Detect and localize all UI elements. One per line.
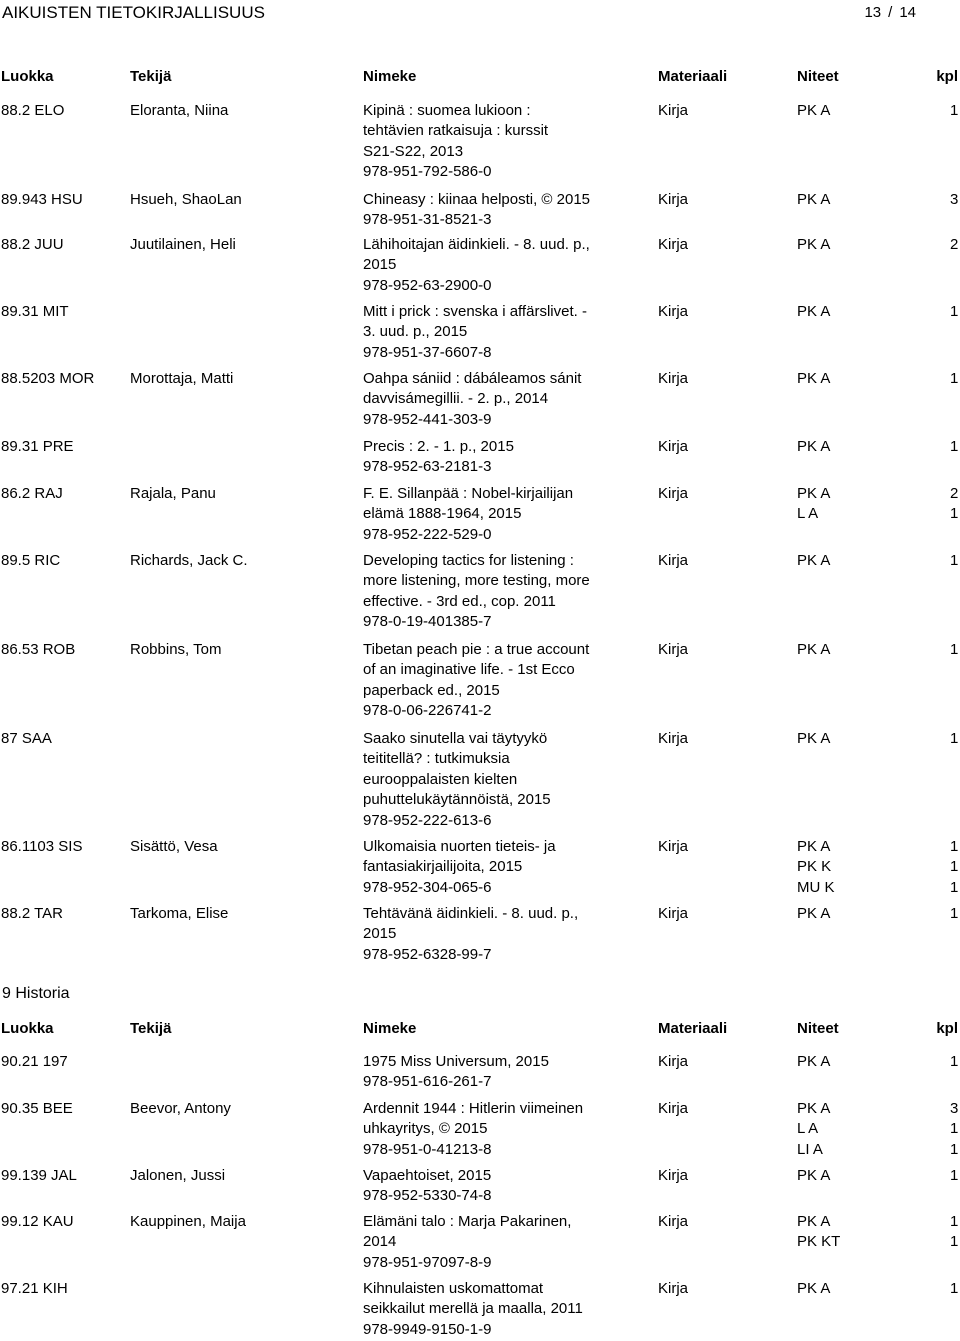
holding-line xyxy=(797,640,959,660)
holdings-cell xyxy=(797,369,959,389)
title-line: paperback ed., 2015 xyxy=(363,681,500,699)
holdings-cell xyxy=(797,190,959,210)
holding-line xyxy=(797,190,959,210)
title-cell xyxy=(363,1166,623,1207)
material: Kirja xyxy=(658,236,689,253)
holding-location: PK A xyxy=(797,485,831,502)
holding-count: 1 xyxy=(950,641,959,658)
holding-location: PK KT xyxy=(797,1233,841,1251)
title-line: Tehtävänä äidinkieli. - 8. uud. p., xyxy=(363,905,579,922)
title-line: teititellä? : tutkimuksia xyxy=(363,750,510,768)
title-line: Precis : 2. - 1. p., 2015 xyxy=(363,438,514,455)
title-line: 978-952-63-2900-0 xyxy=(363,276,492,294)
title-cell xyxy=(363,640,623,722)
title-line: Tibetan peach pie : a true account xyxy=(363,641,590,658)
title-line: Saako sinutella vai täytyykö xyxy=(363,730,548,747)
title-line: Vapaehtoiset, 2015 xyxy=(363,1167,492,1184)
holdings-cell xyxy=(797,101,959,121)
material: Kirja xyxy=(658,1167,689,1184)
holding-location: LI A xyxy=(797,1140,823,1158)
holding-count: 1 xyxy=(950,858,959,876)
column-header-luokka: Luokka xyxy=(1,1020,54,1037)
material: Kirja xyxy=(658,552,689,569)
author: Robbins, Tom xyxy=(130,641,222,658)
title-line: 1975 Miss Universum, 2015 xyxy=(363,1053,549,1070)
material: Kirja xyxy=(658,1100,689,1117)
holding-location: L A xyxy=(797,505,819,523)
holding-count: 3 xyxy=(950,1100,959,1117)
holding-location: PK A xyxy=(797,102,831,119)
holdings-cell xyxy=(797,729,959,749)
author: Morottaja, Matti xyxy=(130,370,234,387)
title-line: 978-952-6328-99-7 xyxy=(363,945,492,963)
holding-line xyxy=(797,857,959,877)
material: Kirja xyxy=(658,905,689,922)
holdings-cell xyxy=(797,837,959,898)
holding-location: PK A xyxy=(797,438,831,455)
title-cell xyxy=(363,1052,623,1093)
holding-count: 1 xyxy=(950,303,959,320)
page-header xyxy=(0,0,960,30)
title-line: 978-952-5330-74-8 xyxy=(363,1187,492,1205)
holdings-cell xyxy=(797,1166,959,1186)
holding-location: PK A xyxy=(797,1167,831,1184)
holding-count: 1 xyxy=(950,1233,959,1251)
title-cell xyxy=(363,101,623,183)
holding-line xyxy=(797,551,959,571)
holdings-cell xyxy=(797,1279,959,1299)
title-cell xyxy=(363,235,623,296)
title-line: Developing tactics for listening : xyxy=(363,552,574,569)
title-line: Mitt i prick : svenska i affärslivet. - xyxy=(363,303,587,320)
holding-location: PK A xyxy=(797,191,831,208)
material: Kirja xyxy=(658,438,689,455)
title-line: 2014 xyxy=(363,1233,397,1251)
holding-line xyxy=(797,484,959,504)
title-line: 978-951-97097-8-9 xyxy=(363,1253,492,1271)
title-line: 2015 xyxy=(363,925,397,943)
class-code: 89.31 PRE xyxy=(1,438,74,455)
holding-line xyxy=(797,1099,959,1119)
page-total: 14 xyxy=(899,4,916,21)
title-line: uhkayritys, © 2015 xyxy=(363,1120,488,1138)
holdings-cell xyxy=(797,551,959,571)
holdings-cell xyxy=(797,1052,959,1072)
title-line: 978-9949-9150-1-9 xyxy=(363,1320,492,1338)
holding-count: 1 xyxy=(950,552,959,569)
holding-line xyxy=(797,1232,959,1252)
title-line: 978-952-304-065-6 xyxy=(363,878,492,896)
holding-location: PK A xyxy=(797,236,831,253)
class-code: 87 SAA xyxy=(1,730,52,747)
holding-count: 1 xyxy=(950,438,959,455)
holdings-cell xyxy=(797,904,959,924)
material: Kirja xyxy=(658,485,689,502)
material: Kirja xyxy=(658,102,689,119)
holding-count: 3 xyxy=(950,191,959,208)
title-line: eurooppalaisten kielten xyxy=(363,770,518,788)
holdings-cell xyxy=(797,1099,959,1160)
title-cell xyxy=(363,302,623,363)
title-line: Chineasy : kiinaa helposti, © 2015 xyxy=(363,191,591,208)
holdings-cell xyxy=(797,640,959,660)
title-line: S21-S22, 2013 xyxy=(363,142,464,160)
holding-count: 1 xyxy=(950,1120,959,1138)
author: Hsueh, ShaoLan xyxy=(130,191,242,208)
class-code: 97.21 KIH xyxy=(1,1280,68,1297)
holding-line xyxy=(797,1052,959,1072)
column-header-nimeke: Nimeke xyxy=(363,68,417,85)
holding-line xyxy=(797,235,959,255)
title-cell xyxy=(363,1212,623,1273)
holding-count: 1 xyxy=(950,1140,959,1158)
title-cell xyxy=(363,729,623,831)
holding-location: PK A xyxy=(797,730,831,747)
holding-count: 1 xyxy=(950,102,959,119)
page-number xyxy=(864,3,916,23)
holding-line xyxy=(797,837,959,857)
class-code: 88.2 ELO xyxy=(1,102,65,119)
title-cell xyxy=(363,190,623,231)
holding-line xyxy=(797,437,959,457)
title-line: tehtävien ratkaisuja : kurssit xyxy=(363,122,549,140)
holding-line xyxy=(797,1140,959,1160)
holding-count: 1 xyxy=(950,1167,959,1184)
holding-line xyxy=(797,878,959,898)
material: Kirja xyxy=(658,641,689,658)
document-title: AIKUISTEN TIETOKIRJALLISUUS xyxy=(2,3,265,22)
title-line: F. E. Sillanpää : Nobel-kirjailijan xyxy=(363,485,574,502)
title-line: 978-951-792-586-0 xyxy=(363,163,492,181)
holding-location: PK A xyxy=(797,1053,831,1070)
class-code: 99.139 JAL xyxy=(1,1167,77,1184)
holding-count: 1 xyxy=(950,878,959,896)
title-line: Lähihoitajan äidinkieli. - 8. uud. p., xyxy=(363,236,590,253)
title-line: 978-0-06-226741-2 xyxy=(363,702,492,720)
class-code: 86.53 ROB xyxy=(1,641,76,658)
holding-line xyxy=(797,504,959,524)
material: Kirja xyxy=(658,370,689,387)
column-header-row xyxy=(0,67,960,89)
holding-count: 1 xyxy=(950,730,959,747)
title-line: 2015 xyxy=(363,256,397,274)
title-line: of an imaginative life. - 1st Ecco xyxy=(363,661,575,679)
column-header-tekija: Tekijä xyxy=(130,68,172,85)
holding-line xyxy=(797,1279,959,1299)
title-cell xyxy=(363,1099,623,1160)
holding-count: 1 xyxy=(950,838,959,855)
holding-line xyxy=(797,904,959,924)
title-line: more listening, more testing, more xyxy=(363,572,590,590)
holding-location: MU K xyxy=(797,878,835,896)
author: Eloranta, Niina xyxy=(130,102,229,119)
holding-count: 1 xyxy=(950,505,959,523)
class-code: 90.21 197 xyxy=(1,1053,68,1070)
column-header-row xyxy=(0,1019,960,1041)
holdings-cell xyxy=(797,235,959,255)
class-code: 88.2 TAR xyxy=(1,905,63,922)
column-header-nimeke: Nimeke xyxy=(363,1020,417,1037)
holding-location: PK A xyxy=(797,838,831,855)
title-line: effective. - 3rd ed., cop. 2011 xyxy=(363,592,556,610)
title-cell xyxy=(363,437,623,478)
holding-line xyxy=(797,101,959,121)
holding-count: 2 xyxy=(950,236,959,253)
holding-count: 1 xyxy=(950,1053,959,1070)
column-header-materiaali: Materiaali xyxy=(658,68,728,85)
material: Kirja xyxy=(658,838,689,855)
author: Rajala, Panu xyxy=(130,485,216,502)
title-line: 978-952-222-613-6 xyxy=(363,811,492,829)
title-line: elämä 1888-1964, 2015 xyxy=(363,505,522,523)
author: Beevor, Antony xyxy=(130,1100,231,1117)
title-line: 978-952-222-529-0 xyxy=(363,525,492,543)
material: Kirja xyxy=(658,1280,689,1297)
title-line: fantasiakirjailijoita, 2015 xyxy=(363,858,523,876)
title-line: Ardennit 1944 : Hitlerin viimeinen xyxy=(363,1100,584,1117)
title-line: Oahpa sániid : dábáleamos sánit xyxy=(363,370,582,387)
page-separator: / xyxy=(888,4,893,21)
holding-location: PK A xyxy=(797,303,831,320)
title-line: 978-951-31-8521-3 xyxy=(363,211,492,229)
title-line: davvisámegillii. - 2. p., 2014 xyxy=(363,390,549,408)
title-line: Kipinä : suomea lukioon : xyxy=(363,102,531,119)
holding-location: PK A xyxy=(797,370,831,387)
holding-location: PK A xyxy=(797,641,831,658)
title-line: Kihnulaisten uskomattomat xyxy=(363,1280,544,1297)
author: Juutilainen, Heli xyxy=(130,236,236,253)
author: Kauppinen, Maija xyxy=(130,1213,246,1230)
column-header-materiaali: Materiaali xyxy=(658,1020,728,1037)
holding-line xyxy=(797,1212,959,1232)
title-line: Elämäni talo : Marja Pakarinen, xyxy=(363,1213,572,1230)
title-cell xyxy=(363,484,623,545)
class-code: 89.5 RIC xyxy=(1,552,61,569)
holdings-cell xyxy=(797,302,959,322)
author: Tarkoma, Elise xyxy=(130,905,229,922)
holding-count: 1 xyxy=(950,1213,959,1230)
material: Kirja xyxy=(658,191,689,208)
title-cell xyxy=(363,904,623,965)
holdings-cell xyxy=(797,1212,959,1253)
holding-location: PK A xyxy=(797,905,831,922)
holding-line xyxy=(797,1166,959,1186)
title-line: 978-952-63-2181-3 xyxy=(363,458,492,476)
holding-location: L A xyxy=(797,1120,819,1138)
title-cell xyxy=(363,837,623,898)
column-header-niteet: Niteet xyxy=(797,1020,839,1037)
holding-line xyxy=(797,729,959,749)
holding-line xyxy=(797,302,959,322)
holding-location: PK K xyxy=(797,858,832,876)
holding-location: PK A xyxy=(797,552,831,569)
holding-line xyxy=(797,369,959,389)
class-code: 89.943 HSU xyxy=(1,191,83,208)
class-code: 88.2 JUU xyxy=(1,236,64,253)
author: Jalonen, Jussi xyxy=(130,1167,226,1184)
author: Sisättö, Vesa xyxy=(130,838,218,855)
holding-line xyxy=(797,1119,959,1139)
class-code: 88.5203 MOR xyxy=(1,370,95,387)
class-code: 89.31 MIT xyxy=(1,303,69,320)
title-line: 978-952-441-303-9 xyxy=(363,410,492,428)
class-code: 86.2 RAJ xyxy=(1,485,63,502)
holding-location: PK A xyxy=(797,1213,831,1230)
title-line: Ulkomaisia nuorten tieteis- ja xyxy=(363,838,556,855)
holdings-cell xyxy=(797,484,959,525)
page-current: 13 xyxy=(864,4,882,21)
holding-count: 1 xyxy=(950,1280,959,1297)
title-line: 978-951-0-41213-8 xyxy=(363,1140,492,1158)
column-header-kpl: kpl xyxy=(936,1020,958,1037)
title-line: 978-951-616-261-7 xyxy=(363,1073,492,1091)
material: Kirja xyxy=(658,1053,689,1070)
holding-count: 1 xyxy=(950,370,959,387)
title-line: seikkailut merellä ja maalla, 2011 xyxy=(363,1300,583,1318)
title-cell xyxy=(363,369,623,430)
holding-location: PK A xyxy=(797,1100,831,1117)
holding-count: 2 xyxy=(950,485,959,502)
class-code: 90.35 BEE xyxy=(1,1100,73,1117)
title-line: 978-0-19-401385-7 xyxy=(363,613,492,631)
holding-count: 1 xyxy=(950,905,959,922)
material: Kirja xyxy=(658,303,689,320)
title-cell xyxy=(363,551,623,633)
column-header-niteet: Niteet xyxy=(797,68,839,85)
column-header-luokka: Luokka xyxy=(1,68,54,85)
title-line: 3. uud. p., 2015 xyxy=(363,323,468,341)
section-title: 9 Historia xyxy=(2,985,70,1002)
title-line: puhuttelukäytännöistä, 2015 xyxy=(363,791,551,809)
holding-location: PK A xyxy=(797,1280,831,1297)
material: Kirja xyxy=(658,1213,689,1230)
title-cell xyxy=(363,1279,623,1340)
author: Richards, Jack C. xyxy=(130,552,248,569)
column-header-tekija: Tekijä xyxy=(130,1020,172,1037)
class-code: 86.1103 SIS xyxy=(1,838,83,855)
material: Kirja xyxy=(658,730,689,747)
column-header-kpl: kpl xyxy=(936,68,958,85)
class-code: 99.12 KAU xyxy=(1,1213,74,1230)
title-line: 978-951-37-6607-8 xyxy=(363,343,492,361)
holdings-cell xyxy=(797,437,959,457)
